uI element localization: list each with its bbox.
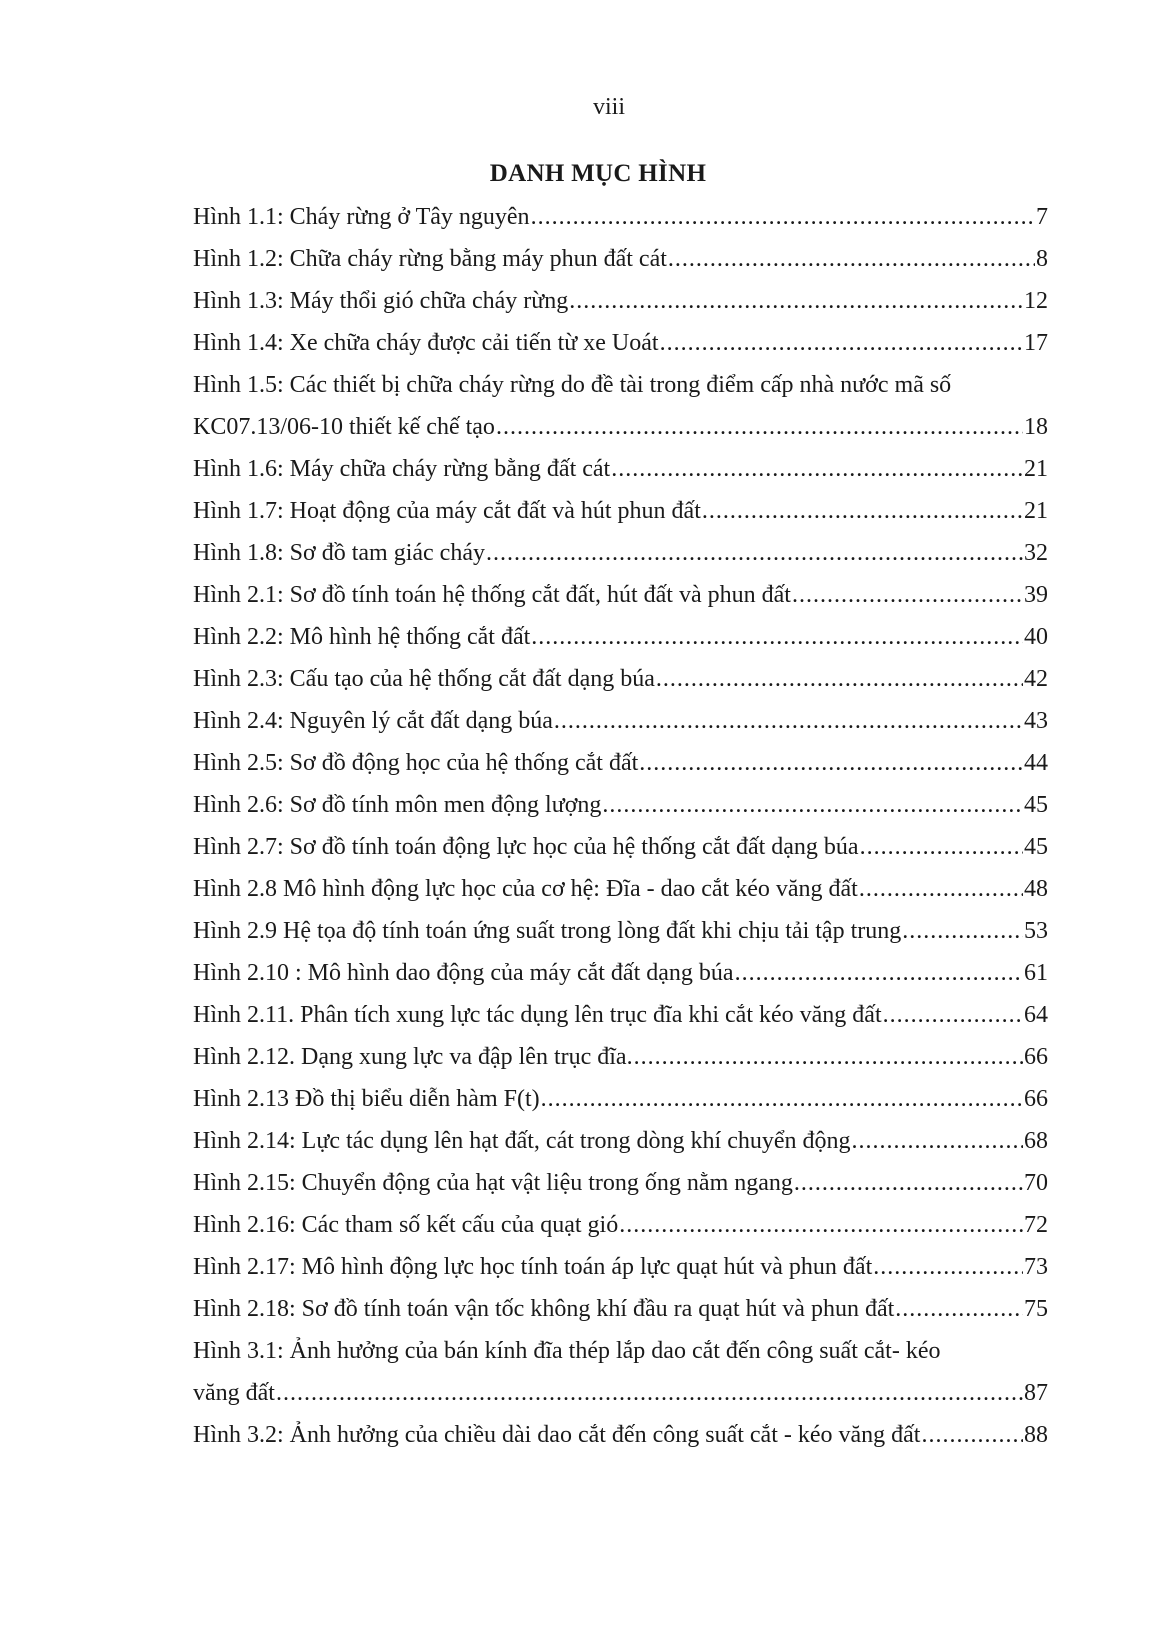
toc-entry[interactable] [193, 742, 1048, 784]
entry-text: Hình 2.7: Sơ đồ tính toán động lực học của hệ thống cắt đất dạng búa [193, 834, 859, 860]
toc-entry[interactable] [193, 1120, 1048, 1162]
entry-page: 61 [1024, 960, 1048, 986]
toc-entry[interactable] [193, 616, 1048, 658]
dot-leader [794, 1162, 1023, 1204]
dot-leader [702, 490, 1023, 532]
toc-entry[interactable] [193, 952, 1048, 994]
entry-text: Hình 2.3: Cấu tạo của hệ thống cắt đất dạng búa [193, 666, 655, 692]
toc-entry[interactable] [193, 826, 1048, 868]
toc-entry[interactable] [193, 784, 1048, 826]
dot-leader [895, 1288, 1023, 1330]
entry-text: Hình 2.2: Mô hình hệ thống cắt đất [193, 624, 531, 650]
entry-page: 87 [1024, 1380, 1048, 1406]
entry-text: Hình 2.14: Lực tác dụng lên hạt đất, cát trong dòng khí chuyển động [193, 1128, 851, 1154]
entry-text: Hình 2.1: Sơ đồ tính toán hệ thống cắt đất, hút đất và phun đất [193, 582, 791, 608]
entry-page: 7 [1036, 204, 1048, 230]
dot-leader [668, 238, 1035, 280]
entry-text: KC07.13/06-10 thiết kế chế tạo [193, 414, 495, 440]
dot-leader [531, 616, 1023, 658]
toc-entry[interactable] [193, 700, 1048, 742]
entry-text: Hình 2.11. Phân tích xung lực tác dụng lên trục đĩa khi cắt kéo văng đất [193, 1002, 882, 1028]
dot-leader [634, 1036, 1023, 1078]
toc-entry[interactable] [193, 1414, 1048, 1456]
toc-entry[interactable] [193, 994, 1048, 1036]
toc-entry[interactable] [193, 1288, 1048, 1330]
toc-entry[interactable] [193, 1162, 1048, 1204]
dot-leader [792, 574, 1023, 616]
toc-entry[interactable] [193, 910, 1048, 952]
entry-text: Hình 1.7: Hoạt động của máy cắt đất và hút phun đất [193, 498, 701, 524]
toc-entry[interactable] [193, 868, 1048, 910]
toc-entry[interactable] [193, 1246, 1048, 1288]
entry-page: 72 [1024, 1212, 1048, 1238]
dot-leader [496, 406, 1023, 448]
toc-entry[interactable] [193, 1330, 1048, 1414]
dot-leader [276, 1372, 1023, 1414]
entry-page: 64 [1024, 1002, 1048, 1028]
toc-entry[interactable] [193, 532, 1048, 574]
dot-leader [531, 196, 1035, 238]
entry-page: 53 [1024, 918, 1048, 944]
entry-page: 8 [1036, 246, 1048, 272]
dot-leader [859, 868, 1023, 910]
entry-text: Hình 2.12. Dạng xung lực va đập lên trục đĩa. [193, 1044, 633, 1070]
dot-leader [541, 1078, 1023, 1120]
entry-text: Hình 2.17: Mô hình động lực học tính toán áp lực quạt hút và phun đất [193, 1254, 873, 1280]
entry-text: Hình 2.6: Sơ đồ tính môn men động lượng [193, 792, 602, 818]
toc-entry[interactable] [193, 574, 1048, 616]
entry-text: Hình 2.15: Chuyển động của hạt vật liệu trong ống nằm ngang [193, 1170, 793, 1196]
entry-text: Hình 1.8: Sơ đồ tam giác cháy [193, 540, 485, 566]
toc-entry[interactable] [193, 448, 1048, 490]
dot-leader [873, 1246, 1023, 1288]
dot-leader [619, 1204, 1023, 1246]
dot-leader [569, 280, 1023, 322]
figure-list [193, 196, 1048, 1456]
entry-text: Hình 1.1: Cháy rừng ở Tây nguyên [193, 204, 530, 230]
entry-text: Hình 2.10 : Mô hình dao động của máy cắt đất dạng búa [193, 960, 734, 986]
entry-page: 43 [1024, 708, 1048, 734]
page-number: viii [592, 94, 625, 120]
entry-text-line1: Hình 1.5: Các thiết bị chữa cháy rừng do đề tài trong điểm cấp nhà nước mã số [193, 372, 952, 398]
entry-page: 32 [1024, 540, 1048, 566]
entry-page: 40 [1024, 624, 1048, 650]
entry-text: Hình 3.2: Ảnh hưởng của chiều dài dao cắt đến công suất cắt - kéo văng đất [193, 1422, 921, 1448]
toc-entry[interactable] [193, 658, 1048, 700]
toc-entry[interactable] [193, 196, 1048, 238]
entry-text: Hình 1.4: Xe chữa cháy được cải tiến từ xe Uoát [193, 330, 659, 356]
dot-leader [883, 994, 1023, 1036]
entry-page: 88 [1024, 1422, 1048, 1448]
entry-text: Hình 1.3: Máy thổi gió chữa cháy rừng [193, 288, 569, 314]
entry-text: văng đất [193, 1380, 275, 1406]
dot-leader [602, 784, 1023, 826]
entry-page: 12 [1024, 288, 1048, 314]
entry-page: 42 [1024, 666, 1048, 692]
dot-leader [660, 322, 1023, 364]
entry-page: 21 [1024, 456, 1048, 482]
entry-page: 21 [1024, 498, 1048, 524]
entry-text: Hình 2.4: Nguyên lý cắt đất dạng búa [193, 708, 553, 734]
entry-text: Hình 2.13 Đồ thị biểu diễn hàm F(t) [193, 1086, 540, 1112]
entry-text: Hình 2.8 Mô hình động lực học của cơ hệ: Đĩa - dao cắt kéo văng đất [193, 876, 858, 902]
entry-page: 45 [1024, 834, 1048, 860]
dot-leader [921, 1414, 1023, 1456]
entry-page: 66 [1024, 1086, 1048, 1112]
entry-page: 73 [1024, 1254, 1048, 1280]
entry-page: 68 [1024, 1128, 1048, 1154]
page-title: DANH MỤC HÌNH [489, 160, 707, 187]
entry-page: 39 [1024, 582, 1048, 608]
entry-page: 75 [1024, 1296, 1048, 1322]
dot-leader [486, 532, 1023, 574]
entry-text: Hình 1.2: Chữa cháy rừng bằng máy phun đất cát [193, 246, 667, 272]
toc-entry[interactable] [193, 1204, 1048, 1246]
entry-text: Hình 2.18: Sơ đồ tính toán vận tốc không khí đầu ra quạt hút và phun đất [193, 1296, 895, 1322]
toc-entry[interactable] [193, 1078, 1048, 1120]
entry-text: Hình 2.9 Hệ tọa độ tính toán ứng suất trong lòng đất khi chịu tải tập trung [193, 918, 902, 944]
entry-text: Hình 2.5: Sơ đồ động học của hệ thống cắt đất [193, 750, 639, 776]
dot-leader [852, 1120, 1023, 1162]
toc-entry[interactable] [193, 238, 1048, 280]
entry-page: 17 [1024, 330, 1048, 356]
dot-leader [860, 826, 1023, 868]
toc-entry[interactable] [193, 322, 1048, 364]
toc-entry[interactable] [193, 280, 1048, 322]
entry-text: Hình 1.6: Máy chữa cháy rừng bằng đất cát [193, 456, 611, 482]
entry-page: 70 [1024, 1170, 1048, 1196]
dot-leader [902, 910, 1023, 952]
entry-text: Hình 2.16: Các tham số kết cấu của quạt gió [193, 1212, 619, 1238]
entry-page: 66 [1024, 1044, 1048, 1070]
entry-page: 48 [1024, 876, 1048, 902]
toc-entry[interactable] [193, 1036, 1048, 1078]
dot-leader [735, 952, 1023, 994]
toc-entry[interactable] [193, 490, 1048, 532]
entry-page: 44 [1024, 750, 1048, 776]
entry-text-line1: Hình 3.1: Ảnh hưởng của bán kính đĩa thép lắp dao cắt đến công suất cắt- kéo [193, 1338, 941, 1364]
dot-leader [656, 658, 1023, 700]
entry-page: 18 [1024, 414, 1048, 440]
entry-page: 45 [1024, 792, 1048, 818]
dot-leader [554, 700, 1023, 742]
dot-leader [611, 448, 1023, 490]
toc-entry[interactable] [193, 364, 1048, 448]
dot-leader [639, 742, 1023, 784]
